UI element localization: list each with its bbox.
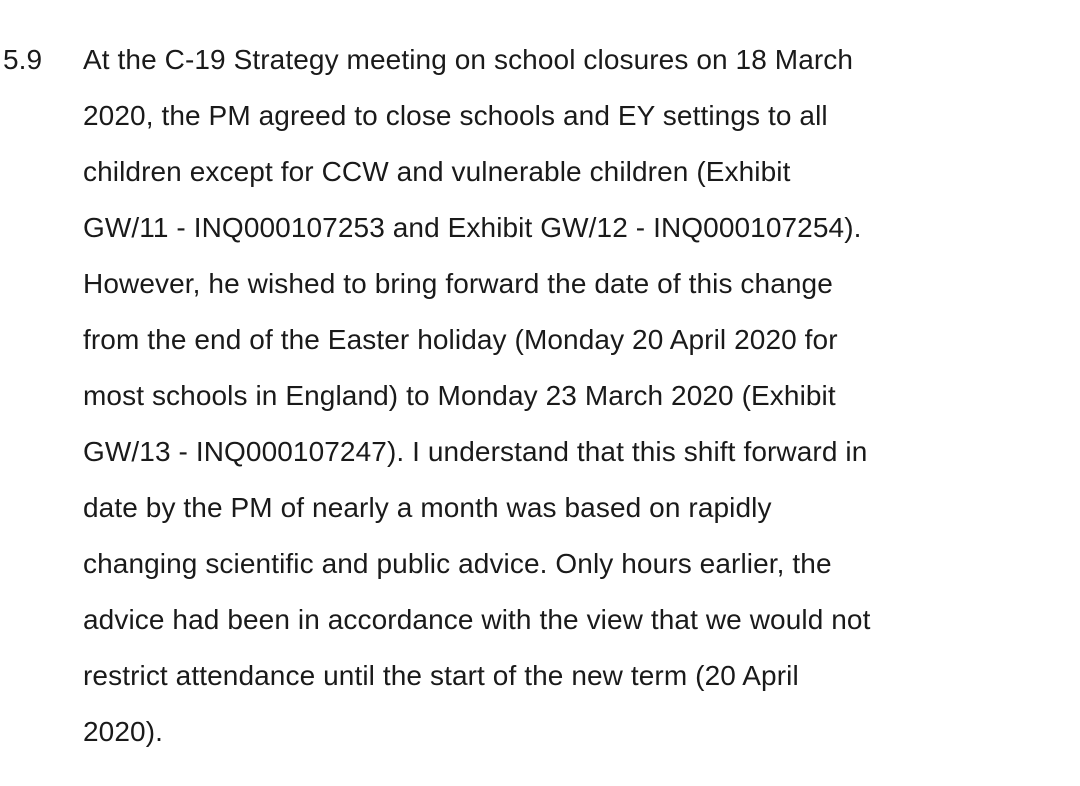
paragraph-line: At the C-19 Strategy meeting on school closures on 18 March <box>83 44 854 75</box>
paragraph-line: date by the PM of nearly a month was based on rapidly <box>83 492 772 523</box>
paragraph-line: 2020, the PM agreed to close schools and EY settings to all <box>83 100 828 131</box>
paragraph-line: from the end of the Easter holiday (Monday 20 April 2020 for <box>83 324 838 355</box>
paragraph-line: children except for CCW and vulnerable children (Exhibit <box>83 156 791 187</box>
paragraph-line: advice had been in accordance with the view that we would not <box>83 604 871 635</box>
paragraph-line: GW/11 - INQ000107253 and Exhibit GW/12 - INQ000107254). <box>83 212 862 243</box>
paragraph-line: changing scientific and public advice. Only hours earlier, the <box>83 548 832 579</box>
paragraph-line: restrict attendance until the start of the new term (20 April <box>83 660 799 691</box>
paragraph-line: 2020). <box>83 716 163 747</box>
paragraph-line: However, he wished to bring forward the date of this change <box>83 268 833 299</box>
paragraph-line: most schools in England) to Monday 23 March 2020 (Exhibit <box>83 380 836 411</box>
paragraph-line: GW/13 - INQ000107247). I understand that this shift forward in <box>83 436 868 467</box>
paragraph-number: 5.9 <box>3 44 43 75</box>
